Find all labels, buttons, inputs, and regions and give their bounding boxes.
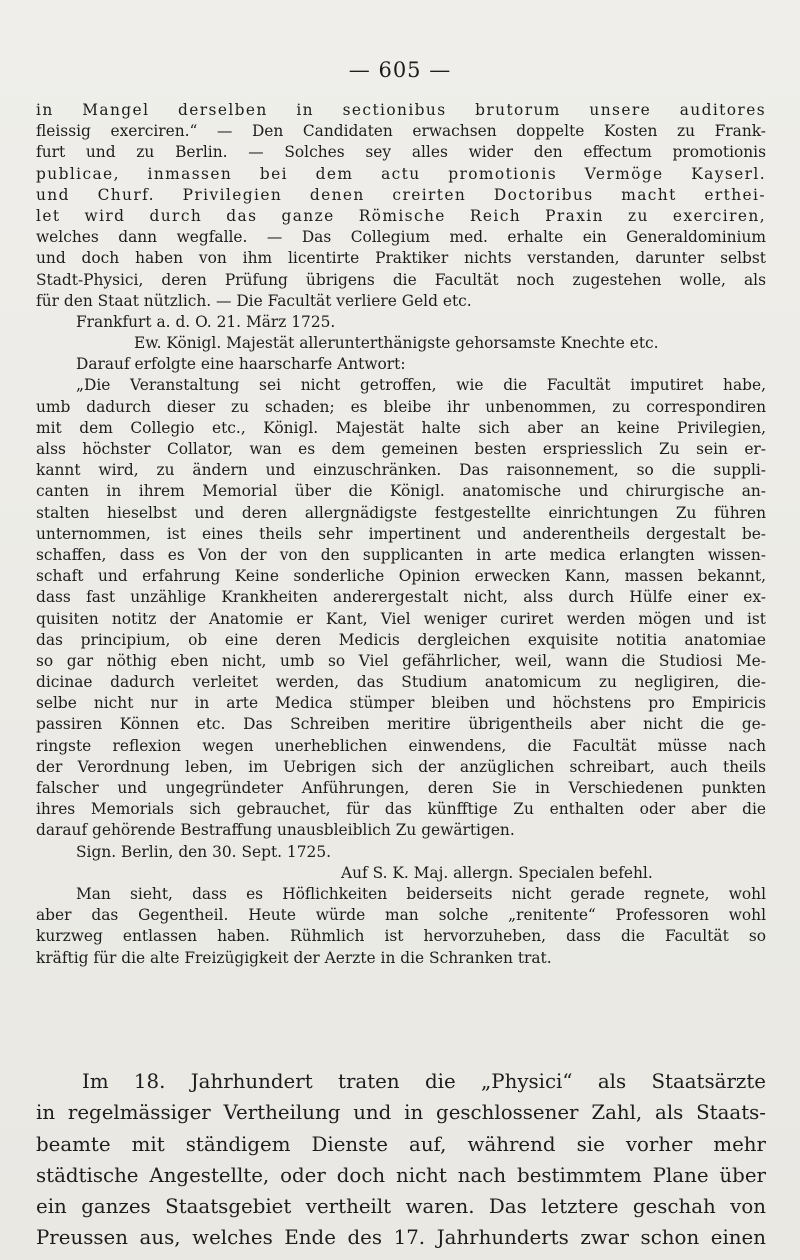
- text-line: dicinae dadurch verleitet werden, das Studium anatomicum zu negligiren, die-: [36, 673, 766, 692]
- small-print-block: [36, 100, 766, 969]
- signature-line: Auf S. K. Maj. allergn. Specialen befehl.: [341, 863, 653, 882]
- text-line: stalten hieselbst und deren allergnädigste festgestellte einrichtungen Zu führen: [36, 503, 766, 522]
- text-line: canten in ihrem Memorial über die Königl. anatomische und chirurgische an-: [36, 482, 766, 501]
- text-line: falscher und ungegründeter Anführungen, deren Sie in Verschiedenen punkten: [36, 779, 766, 797]
- text-line: alss höchster Collator, wan es dem gemeinen besten erspriesslich Zu sein er-: [36, 440, 766, 458]
- text-line: umb dadurch dieser zu schaden; es bleibe ihr unbenommen, zu correspondiren: [36, 397, 766, 416]
- text-line: ihres Memorials sich gebrauchet, für das künfftige Zu enthalten oder aber die: [36, 800, 766, 819]
- dateline: Sign. Berlin, den 30. Sept. 1725.: [76, 842, 331, 861]
- text-line: und doch haben von ihm licentirte Praktiker nichts verstanden, darunter selbst: [36, 249, 766, 268]
- text-line: so gar nöthig eben nicht, umb so Viel gefährlicher, weil, wann die Studiosi Me-: [36, 651, 766, 670]
- text-line: unternommen, ist eines theils sehr impertinent und anderentheils dergestalt be-: [36, 524, 766, 543]
- text-line: Darauf erfolgte eine haarscharfe Antwort:: [76, 355, 406, 374]
- dateline: Frankfurt a. d. O. 21. März 1725.: [76, 312, 336, 331]
- text-line: fleissig exerciren.“ — Den Candidaten erwachsen doppelte Kosten zu Frank-: [36, 122, 766, 141]
- text-line: ein ganzes Staatsgebiet vertheilt waren. Das letztere geschah von: [36, 1195, 766, 1219]
- text-line: dass fast unzählige Krankheiten anderergestalt nicht, alss durch Hülfe einer ex-: [36, 588, 766, 607]
- text-line: Preussen aus, welches Ende des 17. Jahrhunderts zwar schon einen: [36, 1226, 766, 1250]
- text-line: Man sieht, dass es Höflichkeiten beiderseits nicht gerade regnete, wohl: [76, 884, 766, 903]
- text-line: Im 18. Jahrhundert traten die „Physici“ als Staatsärzte: [82, 1070, 766, 1093]
- text-line: kurzweg entlassen haben. Rühmlich ist hervorzuheben, dass die Facultät so: [36, 927, 766, 946]
- page-number: — 605 —: [348, 58, 452, 82]
- text-line: der Verordnung leben, im Uebrigen sich der anzüglichen schreibart, auch theils: [36, 757, 766, 776]
- text-line: beamte mit ständigem Dienste auf, während sie vorher mehr: [36, 1132, 766, 1156]
- text-line: in Mangel derselben in sectionibus brutorum unsere auditores: [36, 101, 766, 119]
- text-line: darauf gehörende Bestraffung unausbleiblich Zu gewärtigen.: [36, 821, 515, 840]
- text-line: let wird durch das ganze Römische Reich Praxin zu exerciren,: [36, 206, 766, 225]
- signature-line: Ew. Königl. Majestät allerunterthänigste gehorsamste Knechte etc.: [134, 334, 659, 353]
- text-line: welches dann wegfalle. — Das Collegium med. erhalte ein Generaldominium: [36, 228, 766, 247]
- text-line: schaffen, dass es Von der von den supplicanten in arte medica erlangten wissen-: [36, 545, 766, 564]
- text-line: selbe nicht nur in arte Medica stümper bleiben und höchstens pro Empiricis: [36, 694, 766, 713]
- text-line: kannt wird, zu ändern und einzuschränken. Das raisonnement, so die suppli-: [36, 461, 766, 480]
- text-line: mit dem Collegio etc., Königl. Majestät halte sich aber an keine Privilegien,: [36, 418, 766, 437]
- text-line: furt und zu Berlin. — Solches sey alles wider den effectum promotionis: [36, 143, 766, 162]
- text-line: das principium, ob eine deren Medicis dergleichen exquisite notitia anatomiae: [36, 630, 766, 649]
- text-line: städtische Angestellte, oder doch nicht nach bestimmtem Plane über: [36, 1163, 766, 1187]
- main-text-block: [36, 1066, 766, 1254]
- text-line: in regelmässiger Vertheilung und in geschlossener Zahl, als Staats-: [36, 1101, 766, 1125]
- text-line: für den Staat nützlich. — Die Facultät verliere Geld etc.: [36, 291, 472, 310]
- text-line: ringste reflexion wegen unerheblichen einwendens, die Facultät müsse nach: [36, 736, 766, 755]
- text-line: schaft und erfahrung Keine sonderliche Opinion erwecken Kann, massen bekannt,: [36, 567, 766, 586]
- text-line: und Churf. Privilegien denen creirten Doctoribus macht erthei-: [36, 185, 766, 204]
- text-line: aber das Gegentheil. Heute würde man solche „renitente“ Professoren wohl: [36, 906, 766, 925]
- text-line: quisiten notitz der Anatomie er Kant, Viel weniger curiret werden mögen und ist: [36, 609, 766, 628]
- text-line: Stadt-Physici, deren Prüfung übrigens die Facultät noch zugestehen wolle, als: [36, 270, 766, 289]
- text-line: publicae, inmassen bei dem actu promotionis Vermöge Kayserl.: [36, 164, 766, 183]
- text-line: passiren Können etc. Das Schreiben meritire übrigentheils aber nicht die ge-: [36, 715, 766, 734]
- text-line: „Die Veranstaltung sei nicht getroffen, wie die Facultät imputiret habe,: [76, 376, 766, 395]
- text-line: kräftig für die alte Freizügigkeit der Aerzte in die Schranken trat.: [36, 948, 552, 967]
